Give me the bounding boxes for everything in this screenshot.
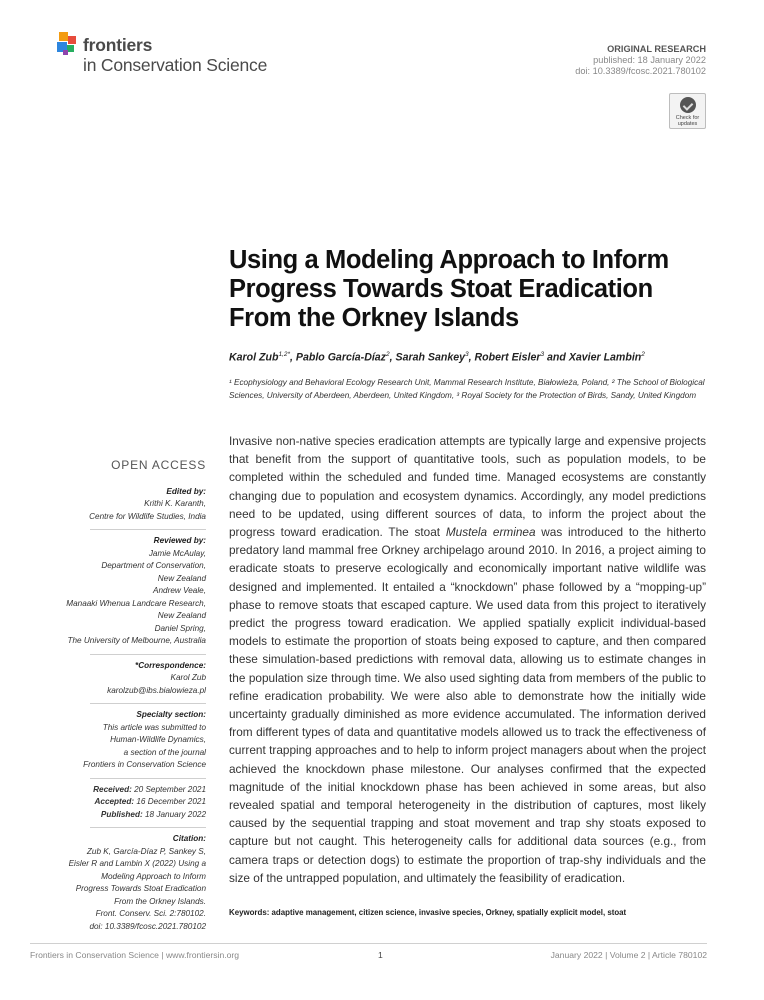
- citation-line: Front. Conserv. Sci. 2:780102.: [95, 909, 206, 918]
- received-date: [50, 784, 206, 797]
- edited-by-label: Edited by:: [166, 486, 206, 496]
- accepted-date: [50, 796, 206, 809]
- author-name[interactable]: Robert Eisler: [474, 351, 541, 364]
- affiliations: ¹ Ecophysiology and Behavioral Ecology Research Unit, Mammal Research Institute, Białowieża, Poland, ² The School of Biological Sciences, University of Aberdeen, Aberdeen, United Kingdom, ³ Royal Society for the Protection of Birds, Sandy, United Kingdom: [229, 378, 705, 400]
- footer-divider: [30, 943, 707, 944]
- logo-wordmark: frontiers: [83, 35, 153, 55]
- specialty-section: [50, 709, 206, 772]
- reviewed-by-section: [50, 535, 206, 648]
- check-for-updates-button[interactable]: [669, 93, 706, 129]
- edited-by-section: [50, 486, 206, 524]
- specialty-line: Human-Wildlife Dynamics,: [110, 735, 206, 744]
- citation-line: From the Orkney Islands.: [114, 896, 206, 906]
- correspondence-name: Karol Zub: [170, 673, 206, 682]
- abstract: [229, 432, 706, 887]
- author-affil-sup: 2: [385, 351, 390, 358]
- footer-journal-link[interactable]: Frontiers in Conservation Science | www.frontiersin.org: [30, 950, 240, 960]
- published-label: Published:: [100, 809, 143, 819]
- author-separator: ,: [290, 351, 296, 364]
- frontiers-logo-icon: [57, 32, 81, 56]
- reviewed-by-label: Reviewed by:: [153, 536, 206, 545]
- species-name: Mustela erminea: [445, 525, 536, 540]
- accepted-label: Accepted:: [94, 797, 135, 806]
- open-access-label: OPEN ACCESS: [111, 458, 206, 472]
- article-type: ORIGINAL RESEARCH: [607, 44, 706, 54]
- received-value: 20 September 2021: [134, 784, 206, 794]
- page-number: 1: [378, 950, 383, 960]
- footer-article-info: January 2022 | Volume 2 | Article 780102: [550, 950, 707, 960]
- editor-line: Krithi K. Karanth,: [144, 499, 206, 508]
- keywords-list: adaptive management, citizen science, invasive species, Orkney, spatially explicit model, stoat: [271, 908, 627, 917]
- author-affil-sup: 3: [540, 351, 545, 358]
- reviewer-line: Andrew Veale,: [153, 586, 206, 595]
- author-list: [229, 351, 709, 364]
- author-separator: and: [544, 351, 569, 364]
- editor-line: Centre for Wildlife Studies, India: [89, 511, 206, 521]
- correspondence-email-link[interactable]: karolzub@ibs.bialowieza.pl: [107, 685, 206, 695]
- specialty-line: Frontiers in Conservation Science: [83, 760, 206, 769]
- author-name[interactable]: Sarah Sankey: [395, 351, 465, 364]
- citation-line: Zub K, García-Díaz P, Sankey S,: [86, 846, 206, 856]
- citation-label: Citation:: [172, 834, 206, 843]
- reviewer-line: Manaaki Whenua Landcare Research,: [66, 598, 206, 608]
- correspondence-section: [50, 660, 206, 698]
- author-separator: ,: [389, 351, 396, 364]
- citation-line: Eisler R and Lambin X (2022) Using a: [68, 859, 206, 868]
- reviewer-line: Department of Conservation,: [101, 561, 206, 570]
- dates-section: [50, 784, 206, 822]
- check-updates-label: Check for updates: [675, 115, 700, 127]
- specialty-line: This article was submitted to: [102, 722, 206, 732]
- specialty-label: Specialty section:: [136, 710, 206, 719]
- correspondence-label: *Correspondence:: [135, 660, 206, 670]
- reviewer-line: New Zealand: [157, 611, 206, 620]
- sidebar-divider: [90, 529, 206, 530]
- sidebar-divider: [90, 778, 206, 779]
- article-doi: doi: 10.3389/fcosc.2021.780102: [575, 66, 706, 76]
- specialty-line: a section of the journal: [123, 747, 206, 757]
- published-date: published: 18 January 2022: [593, 55, 706, 65]
- citation-line: Modeling Approach to Inform: [101, 871, 206, 881]
- sidebar-divider: [90, 703, 206, 704]
- citation-doi-link[interactable]: doi: 10.3389/fcosc.2021.780102: [89, 921, 206, 931]
- author-affil-sup: 1,2*: [278, 351, 291, 358]
- article-title: Using a Modeling Approach to Inform Progress Towards Stoat Eradication From the Orkney Islands: [229, 246, 669, 332]
- sidebar-divider: [90, 654, 206, 655]
- sidebar-published-date: [50, 809, 206, 822]
- reviewer-line: Daniel Spring,: [154, 623, 206, 633]
- logo-journal-name: in Conservation Science: [83, 55, 268, 75]
- abstract-text-1: Invasive non-native species eradication attempts are typically large and expensive projects that benefit from the support of quantitative tools, such as population models, to be completed within the scheduled and funded time. Managed ecosystems are constantly changing due to population and ecosystem dynamics. Accordingly, any model predictions need to be updated, using different sources of data, to inform the project about the progress toward eradication. The stoat: [229, 434, 706, 540]
- keywords-label: Keywords:: [229, 908, 270, 917]
- author-name[interactable]: Karol Zub: [229, 351, 279, 364]
- accepted-value: 16 December 2021: [136, 797, 206, 806]
- citation-line: Progress Towards Stoat Eradication: [75, 884, 206, 893]
- author-affil-sup: 2: [641, 351, 645, 358]
- received-label: Received:: [93, 784, 132, 794]
- reviewer-line: Jamie McAulay,: [148, 548, 206, 558]
- article-meta: [575, 44, 706, 77]
- sidebar-divider: [90, 827, 206, 828]
- author-separator: ,: [468, 351, 475, 364]
- reviewer-line: The University of Melbourne, Australia: [67, 636, 206, 645]
- author-name[interactable]: Pablo García-Díaz: [295, 351, 386, 364]
- citation-section: [50, 833, 206, 933]
- published-value: 18 January 2022: [145, 809, 206, 819]
- abstract-text-2: was introduced to the hitherto predatory land mammal free Orkney archipelago around 2010. In 2016, a project aiming to eradicate stoats to preserve ecologically and economically important native wildlife was designed and implemented. It entailed a “knockdown” phase followed by a “mopping-up” phase to remove stoats that escaped capture. We used data from this project to iteratively predict the progress toward eradication. We applied spatially explicit individual-based models to estimate the proportion of stoats being exposed to capture, and then compared these simulation-based predictions with removal data, allowing us to estimate changes in the population size through time. We also used sighting data from members of the public to refine eradication probability. We were also able to demonstrate how the initially wide uncertainty gradually diminished as more evidence accumulated. The information derived from different types of data and quantitative models allowed us to track the effectiveness of current trapping approaches and to help to inform project managers about when the project achieved the knockdown phase milestone. Our analyses confirmed that the expected magnitude of the initial knockdown phase has been achieved in some areas, but also revealed spatial and temporal heterogeneity in the distribution of captures, most likely caused by the sequential trapping and stoat movement and trap shy stoats exposed to capture but not caught. This heterogeneity calls for additional data sources (e.g., from camera traps or detection dogs) to estimate the proportion of trap-shy individuals and the size of the untrapped population, and ultimately the feasibility of eradication.: [229, 525, 706, 885]
- journal-logo: [57, 31, 287, 81]
- sidebar: [50, 459, 206, 939]
- author-affil-sup: 3: [465, 351, 469, 358]
- author-name[interactable]: Xavier Lambin: [568, 351, 642, 364]
- check-icon: [680, 97, 696, 113]
- keywords: [229, 908, 707, 917]
- reviewer-line: New Zealand: [157, 573, 206, 583]
